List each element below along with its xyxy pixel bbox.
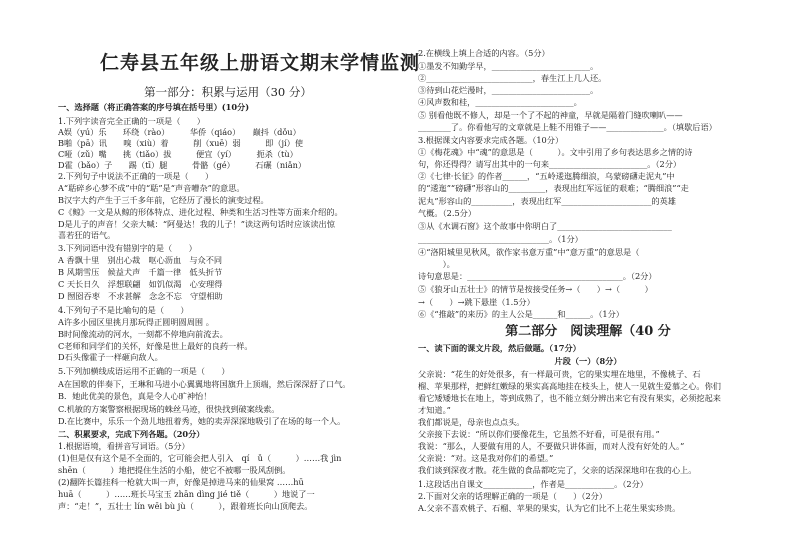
right-line-4: ③待到山花烂漫时，________________________。 bbox=[418, 85, 599, 95]
left-line-7: D霍（bǎo）子 踢（tī）腿 骨骼（gé） 石碾（niǎn） bbox=[58, 160, 307, 170]
right-line-28: 看它矮矮地长在地上，等到成熟了，也不能立刻分辨出来它有没有果实，必须挖起来 bbox=[418, 393, 721, 403]
left-line-11: C《鲸》一文是从鲸的形体特点、进化过程、种类和生活习性等方面来介绍的。 bbox=[58, 207, 343, 217]
right-line-35: 1.这段话出自课文____________，作者是____________。（2分） bbox=[418, 479, 648, 489]
left-line-33: (2)翻阵长篇挂科一枪就大叫一声，好像是掉进马来的仙果窝 ……hū bbox=[58, 477, 304, 487]
page-title: 仁寿县五年级上册语文期末学情监测 bbox=[100, 52, 421, 74]
right-line-7: ________了。你看他写的文章就是上鞋不用锥子——______________。（填歇后语） bbox=[418, 122, 717, 132]
left-line-2: 一、选择题（将正确答案的序号填在括号里）(10分) bbox=[58, 102, 250, 112]
right-line-27: 榴、苹果那样，把鲜红嫩绿的果实高高地挂在枝头上，使人一见就生爱慕之心。你们 bbox=[418, 381, 721, 391]
left-line-24: 5.下列加横线成语运用不正确的一项是（ ） bbox=[58, 366, 230, 376]
left-line-12: D是儿子的声音！父亲大喊：“阿曼达！我的儿子！”读这两句话时应该读出惊 bbox=[58, 219, 335, 229]
right-line-5: ④风声数和桂，________________________。 bbox=[418, 97, 582, 107]
right-line-21: →（ ）→跳下悬崖（1.5分） bbox=[418, 297, 535, 307]
right-line-19: 诗句意思是：______________________________________。（2分） bbox=[418, 271, 657, 281]
right-line-16: ________________________________。（1分） bbox=[418, 234, 583, 244]
right-line-9: ①《梅花魂》中“魂”的意思是（ ）。文中引用了乡句表达思乡之情的诗 bbox=[418, 147, 693, 157]
right-line-23: 第二部分 阅读理解（40 分 bbox=[505, 324, 671, 339]
right-line-20: ⑤《狼牙山五壮士》的情节是按接受任务→（ ）→（ ） bbox=[418, 284, 653, 294]
right-line-30: 我们都说是，母亲也点点头。 bbox=[418, 417, 525, 427]
left-line-10: B汉字大约产生于三千多年前，它经历了漫长的演变过程。 bbox=[58, 195, 269, 205]
left-line-32: shēn（ ）地把提住生活的小船，使它不被哪一股风刮倒。 bbox=[58, 465, 291, 475]
left-line-28: D.在比赛中，乐乐一个劲儿地扭着秀，她的卖弄深深地吸引了在场的每一个人。 bbox=[58, 416, 346, 426]
left-line-27: C.机敏的方案警察根据现场的蛛丝马迹，很快找到破案线索。 bbox=[58, 404, 280, 414]
right-line-13: 泥丸”形容山的__________，表现出红军______________________的英雄 bbox=[418, 196, 676, 206]
left-line-35: 声：“走！”，五壮士 lín wēi bù jù（ ），跟着班长向山顶爬去。 bbox=[58, 501, 313, 511]
right-line-2: ①墨发不知勤学早，________________________。 bbox=[418, 61, 599, 71]
left-line-30: 1.根据语境，看拼音写词语。（5分） bbox=[58, 441, 190, 451]
left-line-8: 2.下列句子中说法不正确的一项是（ ） bbox=[58, 171, 214, 181]
right-line-8: 3.根据课文内容要求完成各题。（10分） bbox=[418, 135, 564, 145]
right-line-18: ）。 bbox=[418, 259, 455, 269]
left-line-14: 3.下列词语中没有错别字的是（ ） bbox=[58, 243, 197, 253]
left-line-3: 1.下列字读音完全正确的一项是（ ） bbox=[58, 116, 205, 126]
left-line-15: A 香飘十里 别出心裁 呕心沥血 与众不同 bbox=[58, 255, 223, 265]
left-line-18: D 囫囵吞枣 不求甚解 念念不忘 守望相助 bbox=[58, 291, 223, 301]
left-line-22: C老师和同学们的关怀，好像是世上最好的良药一样。 bbox=[58, 341, 253, 351]
right-line-31: 父亲接下去说：“所以你们要像花生，它虽然不好看，可是很有用。” bbox=[418, 429, 660, 439]
right-line-1: 2.在横线上填上合适的内容。（5分） bbox=[418, 48, 550, 58]
right-line-36: 2.下面对父亲的话理解正确的一项是（ ）（2分） bbox=[418, 491, 608, 501]
right-line-22: ⑥《“推敲”的来历》的主人公是______和______。（1分） bbox=[418, 309, 624, 319]
left-line-9: A“聒碎乡心梦不成”中的“聒”是“声音嘈杂”的意思。 bbox=[58, 183, 245, 193]
left-line-5: B啪（pā）讯 嗅（xiù）着 削（xuē）弱 即（jí）使 bbox=[58, 138, 304, 148]
left-line-17: C 天长日久 浮想联翩 如饥似渴 心安理得 bbox=[58, 279, 223, 289]
right-line-33: 父亲说：“对。这是我对你们的希望。” bbox=[418, 453, 554, 463]
right-line-25: 片段（一）（8分） bbox=[554, 356, 622, 366]
left-line-4: A娱（yú）乐 环绕（rào） 华侨（qiáo） 巅抖（dǒu） bbox=[58, 127, 301, 137]
right-line-12: 的“逶迤”“磅礴”形容山的_________，表现出红军远征的艰难；“腾细浪”“走 bbox=[418, 183, 689, 193]
right-line-17: ④“洛阳城里见秋风，欲作家书意万重”中“意万重”的意思是（ bbox=[418, 247, 640, 257]
right-line-26: 父亲说：“花生的好处很多，有一样最可贵，它的果实埋在地里，不像桃子、石 bbox=[418, 369, 701, 379]
right-line-24: 一、读下面的课文片段，然后做题。（17分） bbox=[418, 343, 581, 353]
left-line-13: 喜若狂的语气。 bbox=[58, 230, 116, 240]
left-line-23: D石头像霍子一样砸向敌人。 bbox=[58, 352, 163, 362]
left-line-26: B．她此优美的景色，真是令人心旷神怡！ bbox=[58, 391, 212, 401]
left-line-6: C哑（zǔ）嘴 挑（tiǎo）拔 便宜（yí） 扼杀（tù） bbox=[58, 149, 298, 159]
left-line-20: A许多小园区里挑月那玩得正圆明圆周围 。 bbox=[58, 317, 214, 327]
right-line-11: ②《七律·长征》的作者______，“五岭逶迤腾细浪，乌蒙磅礴走泥丸”中 bbox=[418, 171, 675, 181]
left-line-29: 二、积累要求，完成下列各题。（20分） bbox=[58, 429, 205, 439]
right-line-14: 气概。（2.5分） bbox=[418, 208, 477, 218]
right-line-29: 才知道。” bbox=[418, 405, 451, 415]
left-line-34: huā（ ）……班长马宝玉 zhān dìng jié tiě（ ）地说了一 bbox=[58, 489, 315, 499]
right-line-34: 我们谈到深夜才散。花生做的食品都吃完了，父亲的话深深地印在我的心上。 bbox=[418, 465, 697, 475]
right-line-10: 句，你还得得？请写出其中的一句来________________________。（2分） bbox=[418, 159, 682, 169]
left-line-25: A在国歌的伴奏下，王琳和马进小心翼翼地将国旗升上顶端，然后深深舒了口气。 bbox=[58, 379, 351, 389]
left-line-1: 第一部分：积累与运用（30 分） bbox=[144, 85, 312, 99]
right-line-3: ②__________________________，春生江上几人还。 bbox=[418, 73, 607, 83]
right-line-32: 我说：“那么，人要做有用的人，不要做只讲体面，而对人没有好处的人。” bbox=[418, 441, 685, 451]
left-line-16: B 风期雪压 候益犬声 千篇一律 低头折节 bbox=[58, 267, 223, 277]
right-line-6: ⑤ 别看他既不修人，却是一个了不起的神童，早就是隔着门缝吹喇叭—— bbox=[418, 110, 683, 120]
right-line-37: A.父亲不喜欢桃子、石榴、苹果的果实，认为它们比不上花生果实珍贵。 bbox=[418, 503, 681, 513]
left-line-31: (1)但是仅有这个是不全面的，它可能会把人引入 qí ǔ（ ）……我 jìn bbox=[58, 453, 342, 463]
left-line-21: B时间像流动的河水，一刻都不停地向前流去。 bbox=[58, 329, 228, 339]
right-line-15: ③从《水调石窗》这个故事中你明白了____________________________ bbox=[418, 221, 672, 231]
left-line-19: 4.下列句子不是比喻句的是（ ） bbox=[58, 305, 189, 315]
